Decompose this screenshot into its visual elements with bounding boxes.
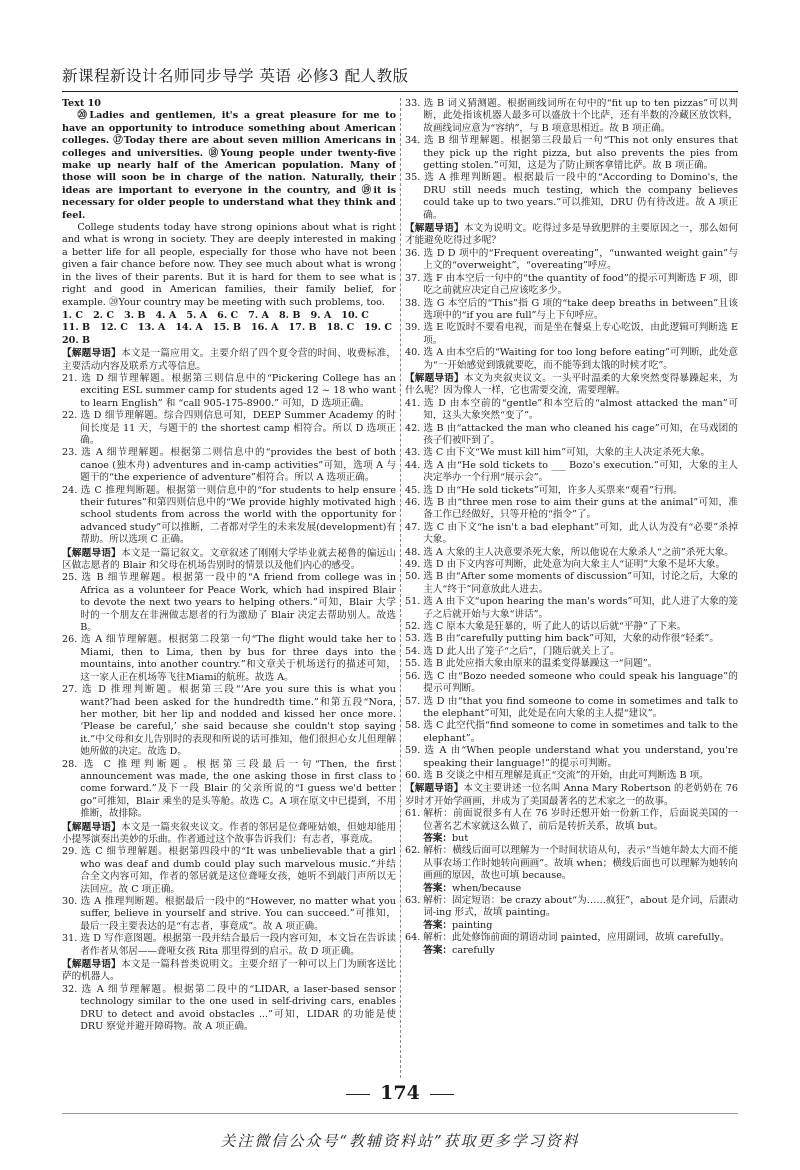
guide-text: 本文是一篇夹叙夹议文。作者的邻居是位聋哑姑娘，但她却能用小提琴演奏出美妙的乐曲。作者通过这个故事告诉我们：有志者，事竟成。 <box>62 821 396 845</box>
answer-key-row: 20. B <box>62 334 91 346</box>
page-number-dash <box>430 1094 454 1095</box>
item-number: 43. <box>405 447 421 459</box>
item-number: 48. <box>405 546 421 558</box>
explanation-item <box>405 248 738 273</box>
fill-answer <box>405 920 738 932</box>
guide-label: 【解题导语】 <box>62 821 121 833</box>
book-title: 新课程新设计名师同步导学 英语 必修3 配人教版 <box>62 67 409 85</box>
explanation-item <box>405 460 738 485</box>
guide-label: 【解题导语】 <box>62 547 121 559</box>
guide-label: 【解题导语】 <box>405 223 464 235</box>
right-column <box>405 98 738 1078</box>
page-header <box>62 62 738 92</box>
two-column-body <box>62 98 738 1078</box>
explanation-item <box>405 770 738 782</box>
guide-label: 【解题导语】 <box>62 959 121 971</box>
item-number: 38. <box>405 297 421 309</box>
fill-answer <box>405 883 738 895</box>
explanation-item <box>62 846 396 896</box>
guide-text: 本文是一篇应用文。主要介绍了四个夏令营的时间、收费标准，主要活动内容及联系方式等信息。 <box>62 348 396 372</box>
item-number: 44. <box>405 459 421 471</box>
item-text: 解析：横线后面可以理解为一个时间状语从句，表示“当她年龄太大而不能从事农场工作时她转向画画”。故填 when；横线后面也可以理解为她转向画画的原因，故也可填 because。 <box>423 845 738 882</box>
item-text: 选 C 此空代指“find someone to come in sometimes and talk to the elephant”。 <box>423 720 738 744</box>
explanation-item <box>405 423 738 448</box>
item-number: 36. <box>405 247 421 259</box>
answer-label: 答案： <box>423 832 453 844</box>
explanation-item <box>405 273 738 298</box>
answer-key-row: 11. B 12. C 13. A 14. A 15. B 16. A 17. B 18. C 19. C <box>62 322 393 334</box>
answer-value: painting <box>452 919 493 931</box>
item-text: 选 B 此处应指大象由原来的温柔变得暴躁这一“问题”。 <box>423 658 658 670</box>
explanation-item <box>405 398 738 423</box>
explanation-item <box>405 633 738 645</box>
explanation-item <box>405 932 738 944</box>
answer-value: when/because <box>452 882 522 894</box>
passage-paragraph: ⑳Ladies and gentlemen, it's a great pleasure for me to have an opportunity to introduce something about American colleges. ⑰Today there are about seven million Americans in colleges and universities. ⑱Young people under twenty-five make up nearly half of the American population. Many of those will soon be in charge of the nation. Naturally, their ideas are important to everyone in the country, and ⑲it is necessary for older people to understand what they think and feel. <box>62 110 396 221</box>
item-text: 选 C 细节理解题。根据第四段中的“It was unbelievable that a girl who was deaf and dumb could play such marvelous music.”并结合全文内容可知，作者的邻居就是这位聋哑女孩，她听不到敲门声所以无法回应。故 C 项正确。 <box>80 846 396 895</box>
explanation-item <box>405 621 738 633</box>
item-text: 选 B 词义猜测题。根据画线词所在句中的“fit up to ten pizzas”可以判断，此处指该机器人最多可以盛放十个比萨，还有半数的冷藏区放饮料，故画线词应意为“容纳”，与 B 项意思相近。故 B 项正确。 <box>423 98 738 134</box>
guide-paragraph <box>405 373 738 398</box>
item-number: 50. <box>405 571 421 583</box>
explanation-item <box>62 684 396 758</box>
item-text: 选 D 由“that you find someone to come in sometimes and talk to the elephant”可知，此处是在向大象的主人提“建议”。 <box>423 695 738 719</box>
item-text: 选 A 推理判断题。根据最后一段中的“According to Domino's, the DRU still needs much testing, which the company believes could take up to two years.”可以推知，DRU 仍有待改进。故 A 项正确。 <box>423 172 738 221</box>
answer-value: but <box>452 832 469 844</box>
explanation-item <box>405 559 738 571</box>
guide-label: 【解题导语】 <box>62 348 121 360</box>
item-text: 选 B 由“After some moments of discussion”可知，讨论之后，大象的主人“终于”同意放此人进去。 <box>423 571 738 595</box>
explanation-item <box>405 696 738 721</box>
explanation-item <box>405 658 738 670</box>
explanation-item <box>62 634 396 684</box>
header-rule <box>62 91 738 92</box>
item-text: 选 D 由本空前的“gentle”和本空后的“almost attacked the man”可知，这头大象突然“变了”。 <box>423 397 738 422</box>
item-text: 选 A 由下文“upon hearing the man's words”可知，此人进了大象的笼子之后就开始与大象“讲话”。 <box>423 596 738 620</box>
item-text: 选 B 交谈之中相互理解是真正“交流”的开始，由此可判断选 B 项。 <box>423 769 709 781</box>
explanation-item <box>405 447 738 459</box>
item-number: 21. <box>62 372 78 384</box>
answer-label: 答案： <box>423 919 453 931</box>
fill-answer <box>405 945 738 957</box>
column-divider <box>400 98 401 1078</box>
item-text: 选 A 细节理解题。根据第二段第一句“The flight would take her to Miami, then to Lima, then by bus for three days into the mountains, into another country.”和文章关于机场送行的描述可知，这一家人正在机场等飞往Miami的航班。故选 A。 <box>80 634 396 683</box>
item-number: 42. <box>405 422 421 434</box>
explanation-item <box>62 984 396 1034</box>
explanation-item <box>405 571 738 596</box>
item-number: 23. <box>62 447 78 459</box>
item-text: 选 F 由本空后一句中的“the quantity of food”的提示可判断选 F 项，即吃之前就应决定自己应该吃多少。 <box>423 272 738 297</box>
item-number: 46. <box>405 497 421 508</box>
page-number-text: 174 <box>380 1082 420 1104</box>
item-number: 28. <box>62 758 78 770</box>
explanation-item <box>405 845 738 882</box>
item-text: 选 C 原本大象是狂暴的，听了此人的话以后就“平静”了下来。 <box>423 621 687 633</box>
item-number: 34. <box>405 135 421 147</box>
explanation-item <box>405 720 738 745</box>
item-number: 63. <box>405 895 421 906</box>
explanation-item <box>405 485 738 497</box>
explanation-item <box>405 745 738 770</box>
explanation-item <box>62 485 396 547</box>
footer-note: 关注微信公众号“教辅资料站”获取更多学习资料 <box>220 1132 580 1150</box>
passage-paragraph: College students today have strong opinions about what is right and what is wrong in society. They are deeply interested in making a better life for all people, especially for those who have not been given a fair chance before now. They see much about what is wrong in the lives of their parents. But it is hard for them to see what is right and good in American families, their family belief, for example. ⑳Your country may be meeting with such problems, too. <box>62 222 396 308</box>
item-text: 选 A 推理判断题。根据最后一段中的“However, no matter what you suffer, believe in yourself and strive. You can succeed.”可推知，最后一段主要表达的是“有志者，事竟成”。故 A 项正确。 <box>80 896 396 932</box>
item-number: 59. <box>405 745 421 757</box>
guide-paragraph <box>62 959 396 984</box>
item-number: 62. <box>405 845 421 857</box>
item-text: 选 B 细节理解题。根据第一段中的“A friend from college was in Africa as a volunteer for Peace Work, which had inspired Blair to devote the next two years to helping others.”可知，Blair 大学时的一个朋友在非洲做志愿者的行为激励了 Blair 决定去帮助别人。故选 B。 <box>80 572 396 634</box>
item-number: 39. <box>405 322 421 334</box>
item-number: 54. <box>405 645 421 657</box>
item-text: 选 D 细节理解题。综合四则信息可知，DEEP Summer Academy 的时间长度是 11 天，与题干的 the shortest camp 相符合。所以 D 选项正确。 <box>80 410 396 446</box>
item-number: 49. <box>405 559 421 571</box>
guide-paragraph <box>405 223 738 248</box>
item-number: 41. <box>405 397 421 409</box>
explanation-item <box>405 547 738 559</box>
explanation-item <box>405 298 738 323</box>
item-number: 27. <box>62 684 78 696</box>
item-text: 选 D 由“He sold tickets”可知，许多人买票来“观看”行刑。 <box>423 484 683 496</box>
explanation-item <box>405 895 738 920</box>
item-number: 47. <box>405 521 421 533</box>
item-number: 60. <box>405 769 421 781</box>
item-text: 选 C 由下文“We must kill him”可知，大象的主人决定杀死大象。 <box>423 447 711 459</box>
item-text: 选 A 由“When people understand what you understand, you're speaking their language!”的提示可判断。 <box>423 745 738 769</box>
explanation-item <box>405 522 738 547</box>
item-text: 选 D 细节理解题。根据第三则信息中的“Pickering College has an exciting ESL summer camp for students aged 12 ~ 18 who want to learn English” 和 “call 905-175-8900.” 可知，D 选项正确。 <box>80 372 396 409</box>
explanation-item <box>405 497 738 522</box>
item-text: 选 C 由下文“he isn't a bad elephant”可知，此人认为没有“必要”杀掉大象。 <box>423 521 738 546</box>
explanation-item <box>405 322 738 347</box>
item-text: 选 C 由“Bozo needed someone who could speak his language”的提示可判断。 <box>423 670 738 695</box>
explanation-item <box>405 808 738 833</box>
item-text: 选 C 推理判断题。根据第一则信息中的“for students to help ensure their futures”和第四则信息中的“We provide highly motivated high school students from across the world with the opportunity for advanced study”可以推断，二者都对学生的未来发展(development)有帮助。所以选项 C 正确。 <box>80 484 396 546</box>
item-text: 选 B 由“three men rose to aim their guns at the animal”可知，准备工作已经做好，只等开枪的“指令”了。 <box>423 497 738 521</box>
guide-paragraph <box>62 548 396 573</box>
item-number: 32. <box>62 983 78 995</box>
item-number: 45. <box>405 484 421 496</box>
item-number: 58. <box>405 720 421 732</box>
item-text: 选 D 由下文内容可判断，此处意为向大象主人“证明”大象不是坏大象。 <box>423 559 726 571</box>
item-text: 选 G 本空后的“This”指 G 项的“take deep breaths in between”且该选项中的“if you are full”与上下句呼应。 <box>423 297 738 321</box>
item-text: 选 D D 项中的“Frequent overeating”，“unwanted weight gain”与上文的“overweight”，“overeating”呼应。 <box>423 247 738 272</box>
item-number: 57. <box>405 695 421 707</box>
item-text: 选 A 细节理解题。根据第二则信息中的“provides the best of both canoe (独木舟) adventures and in-camp activities”可知，选项 A 与题干的“the experience of adventure”相符合。所以 A 选项正确。 <box>80 447 396 484</box>
item-number: 22. <box>62 410 78 422</box>
guide-paragraph <box>405 783 738 808</box>
explanation-item <box>405 671 738 696</box>
guide-text: 本文主要讲述一位名叫 Anna Mary Robertson 的老奶奶在 76 岁时才开始学画画，并成为了美国最著名的艺术家之一的故事。 <box>405 783 738 807</box>
guide-text: 本文为说明文。吃得过多是导致肥胖的主要原因之一，那么如何才能避免吃得过多呢？ <box>405 223 738 247</box>
item-number: 30. <box>62 896 78 907</box>
guide-text: 本文是一篇科普类说明文。主要介绍了一种可以上门为顾客送比萨的机器人。 <box>62 959 396 983</box>
item-text: 选 A 由本空后的“Waiting for too long before eating”可判断，此处意为“一开始感觉到饿就要吃，而不能等到太饿的时候才吃”。 <box>423 347 738 371</box>
item-number: 33. <box>405 98 421 109</box>
item-number: 37. <box>405 272 421 284</box>
guide-paragraph <box>62 822 396 847</box>
item-text: 选 A 细节理解题。根据第二段中的“LIDAR, a laser-based sensor technology similar to the one used in self-driving cars, enables DRU to detect and avoid obstacles ...”可知，LIDAR 的功能是使 DRU 察觉并避开障碍物。故 A 项正确。 <box>80 983 396 1033</box>
explanation-item <box>405 347 738 372</box>
explanation-item <box>405 98 738 135</box>
item-number: 51. <box>405 596 421 608</box>
answer-value: carefully <box>452 944 495 956</box>
guide-label: 【解题导语】 <box>405 372 464 384</box>
footer-rule <box>62 1113 738 1114</box>
item-text: 选 D 写作意图题。根据第一段并结合最后一段内容可知，本文旨在告诉读者作者从邻居——聋哑女孩 Rita 那里得到的启示。故 D 项正确。 <box>80 933 396 957</box>
item-text: 选 D 推理判断题。根据第三段“‘Are you sure this is what you want?’had been asked for the hundredth time.”和第五段“Nora, her mother, bit her lip and nodded and kissed her once more. ‘Please be careful,’ she said because she couldn't stop saying it.”中父母和女儿告别时的表现和所说的话可推知，他们很担心女儿但理解她所做的决定。故选 D。 <box>80 684 396 758</box>
guide-paragraph <box>62 348 396 373</box>
item-number: 64. <box>405 932 421 944</box>
item-number: 61. <box>405 808 421 820</box>
explanation-item <box>405 596 738 621</box>
explanation-item <box>405 135 738 172</box>
item-number: 24. <box>62 484 78 496</box>
guide-label: 【解题导语】 <box>405 783 464 795</box>
item-text: 选 A 大象的主人决意要杀死大象，所以他说在大象杀人“之前”杀死大象。 <box>423 546 734 558</box>
item-text: 选 E 吃饭时不要看电视，而是坐在餐桌上专心吃饭，由此逻辑可判断选 E 项。 <box>423 322 738 346</box>
item-number: 52. <box>405 621 421 633</box>
explanation-item <box>62 896 396 933</box>
explanation-item <box>62 572 396 634</box>
item-text: 选 B 细节理解题。根据第三段最后一句“This not only ensures that they pick up the right pizza, but also prevents the pies from getting stolen.”可知，这是为了防止顾客拿错比萨。故 B 项正确。 <box>423 135 738 172</box>
item-number: 26. <box>62 634 78 646</box>
item-number: 55. <box>405 658 421 670</box>
guide-text: 本文是一篇记叙文。文章叙述了刚刚大学毕业就去秘鲁的偏远山区做志愿者的 Blair 和父母在机场告别时的情景以及他们内心的感受。 <box>62 547 396 572</box>
answer-key <box>62 310 396 347</box>
text-heading: Text 10 <box>62 98 101 109</box>
item-text: 选 D 此人出了笼子“之后”，门随后就关上了。 <box>423 645 620 657</box>
item-number: 35. <box>405 172 421 184</box>
answer-label: 答案： <box>423 882 453 894</box>
item-text: 选 B 由“carefully putting him back”可知，大象的动作很“轻柔”。 <box>423 633 719 645</box>
item-number: 29. <box>62 846 78 858</box>
item-text: 解析：此处修饰前面的谓语动词 painted，应用副词，故填 carefully。 <box>423 932 730 944</box>
item-number: 25. <box>62 572 78 584</box>
answer-key-row: 1. C 2. C 3. B 4. A 5. A 6. C 7. A 8. B 9. A 10. C <box>62 309 369 321</box>
fill-answer <box>405 833 738 845</box>
explanation-item <box>62 933 396 958</box>
item-text: 选 B 由“attacked the man who cleaned his cage”可知，在马戏团的孩子们被吓到了。 <box>423 422 738 446</box>
page-number-dash <box>346 1094 370 1095</box>
explanation-item <box>62 410 396 447</box>
explanation-item <box>62 447 396 484</box>
item-number: 40. <box>405 347 421 359</box>
explanation-item <box>62 759 396 821</box>
guide-text: 本文为夹叙夹议文。一头平时温柔的大象突然变得暴躁起来，为什么呢？因为像人一样，它也需要交流，需要理解。 <box>405 372 738 397</box>
answer-label: 答案： <box>423 944 453 956</box>
explanation-item <box>405 172 738 222</box>
item-number: 56. <box>405 670 421 682</box>
item-text: 解析：固定短语：be crazy about“为……疯狂”，about 是介词，后跟动词-ing 形式，故填 painting。 <box>423 895 738 919</box>
page-number <box>0 1082 800 1104</box>
left-column <box>62 98 396 1078</box>
explanation-item <box>62 373 396 410</box>
item-text: 选 C 推理判断题。根据第三段最后一句“Then, the first announcement was made, the one asking those in first class to come forward.”及下一段 Blair 的父亲所说的“I guess we'd better go”可推知，Blair 乘坐的是头等舱。故选 C。A 项在原文中已提到，不用推断，故排除。 <box>80 758 396 820</box>
item-text: 选 A 由“He sold tickets to ___ Bozo's execution.”可知，大象的主人决定举办一个行刑“展示会”。 <box>423 459 738 484</box>
item-text: 解析：前面说很多有人在 76 岁时还想开始一份新工作，后面说美国的一位著名艺术家就这么做了，前后是转折关系，故填 but。 <box>423 808 738 832</box>
item-number: 31. <box>62 933 78 945</box>
explanation-item <box>405 646 738 658</box>
item-number: 53. <box>405 633 421 645</box>
